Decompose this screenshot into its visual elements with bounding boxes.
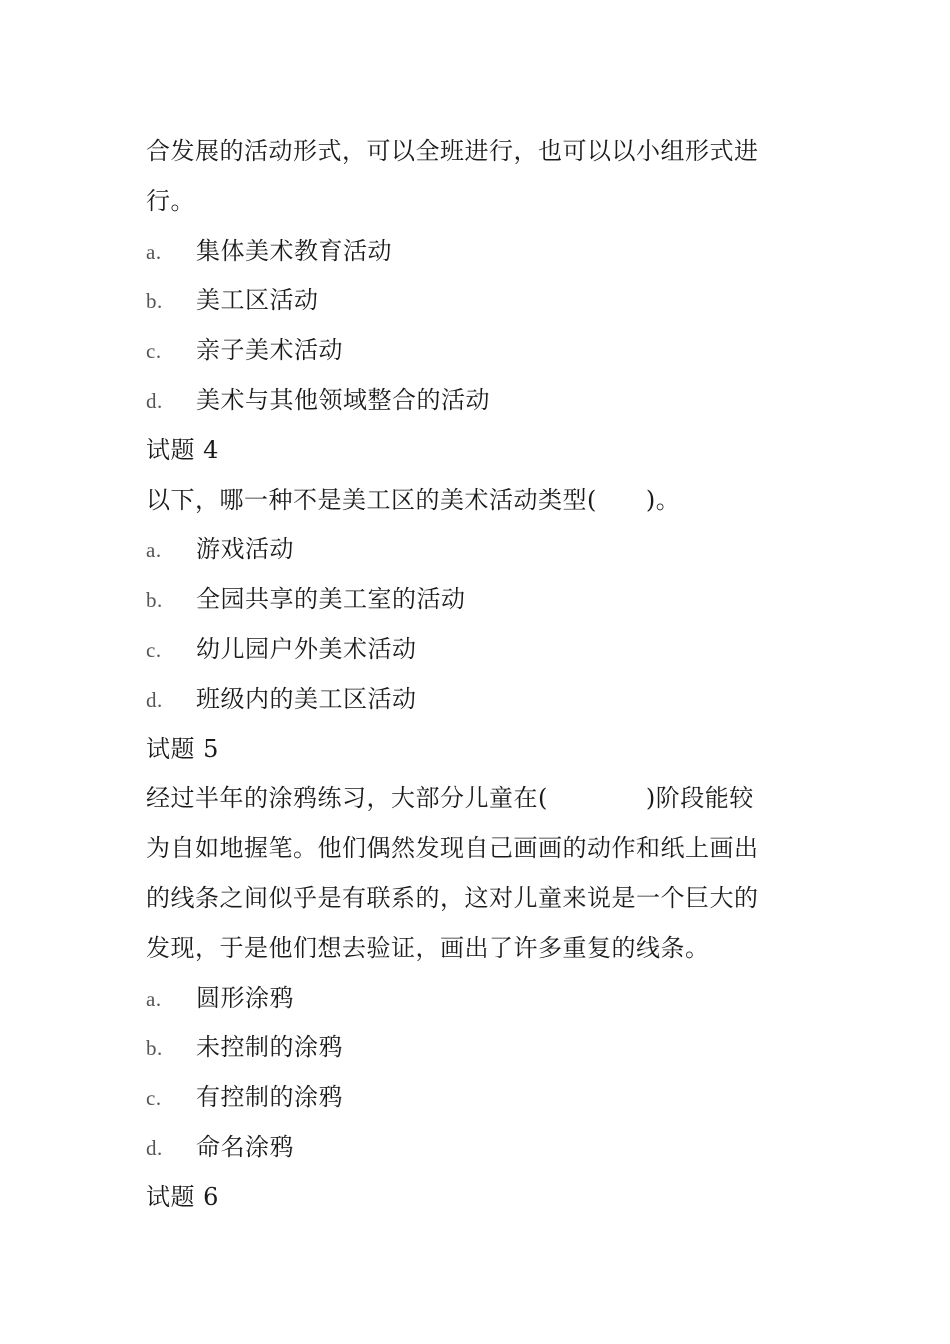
- question-text-line: 合发展的活动形式，可以全班进行，也可以以小组形式进: [146, 137, 759, 165]
- option-a: [146, 974, 806, 1024]
- option-d: [146, 376, 806, 426]
- option-text: 班级内的美工区活动: [196, 684, 417, 713]
- option-letter: a.: [146, 986, 162, 1011]
- option-letter: c.: [146, 339, 162, 364]
- question-5-text-line: 发现，于是他们想去验证，画出了许多重复的线条。: [146, 933, 710, 962]
- option-text: 美工区活动: [196, 286, 319, 315]
- option-letter: b.: [146, 289, 163, 314]
- option-text: 游戏活动: [196, 535, 294, 564]
- option-b: [146, 1023, 806, 1073]
- option-text: 美术与其他领域整合的活动: [196, 385, 490, 414]
- option-letter: c.: [146, 637, 162, 662]
- option-b: [146, 276, 806, 326]
- option-text: 未控制的涂鸦: [196, 1033, 343, 1062]
- option-text: 亲子美术活动: [196, 336, 343, 365]
- document-content: [146, 127, 806, 1223]
- option-a: [146, 227, 806, 277]
- question-5-text-line: 为自如地握笔。他们偶然发现自己画画的动作和纸上画出: [146, 834, 759, 863]
- option-text: 幼儿园户外美术活动: [196, 634, 417, 663]
- option-letter: b.: [146, 588, 163, 613]
- option-letter: a.: [146, 239, 162, 264]
- option-letter: a.: [146, 538, 162, 563]
- question-5-title: 试题 5: [146, 734, 219, 763]
- option-letter: d.: [146, 687, 163, 712]
- option-c: [146, 1073, 806, 1123]
- option-text: 圆形涂鸦: [196, 983, 294, 1012]
- question-5-text-line: 的线条之间似乎是有联系的，这对儿童来说是一个巨大的: [146, 883, 759, 912]
- question-text-line: 行。: [146, 186, 195, 215]
- option-text: 集体美术教育活动: [196, 236, 392, 265]
- option-text: 有控制的涂鸦: [196, 1083, 343, 1112]
- option-d: [146, 1123, 806, 1173]
- option-letter: b.: [146, 1036, 163, 1061]
- option-letter: c.: [146, 1086, 162, 1111]
- question-4-text: 以下，哪一种不是美工区的美术活动类型( )。: [146, 485, 681, 514]
- option-a: [146, 525, 806, 575]
- option-letter: d.: [146, 388, 163, 413]
- option-letter: d.: [146, 1135, 163, 1160]
- question-5-text-line: 经过半年的涂鸦练习，大部分儿童在( )阶段能较: [146, 784, 754, 813]
- question-4-title: 试题 4: [146, 435, 219, 464]
- option-b: [146, 575, 806, 625]
- option-d: [146, 675, 806, 725]
- option-text: 全园共享的美工室的活动: [196, 585, 466, 614]
- option-c: [146, 326, 806, 376]
- option-c: [146, 625, 806, 675]
- option-text: 命名涂鸦: [196, 1132, 294, 1161]
- question-6-title: 试题 6: [146, 1182, 219, 1211]
